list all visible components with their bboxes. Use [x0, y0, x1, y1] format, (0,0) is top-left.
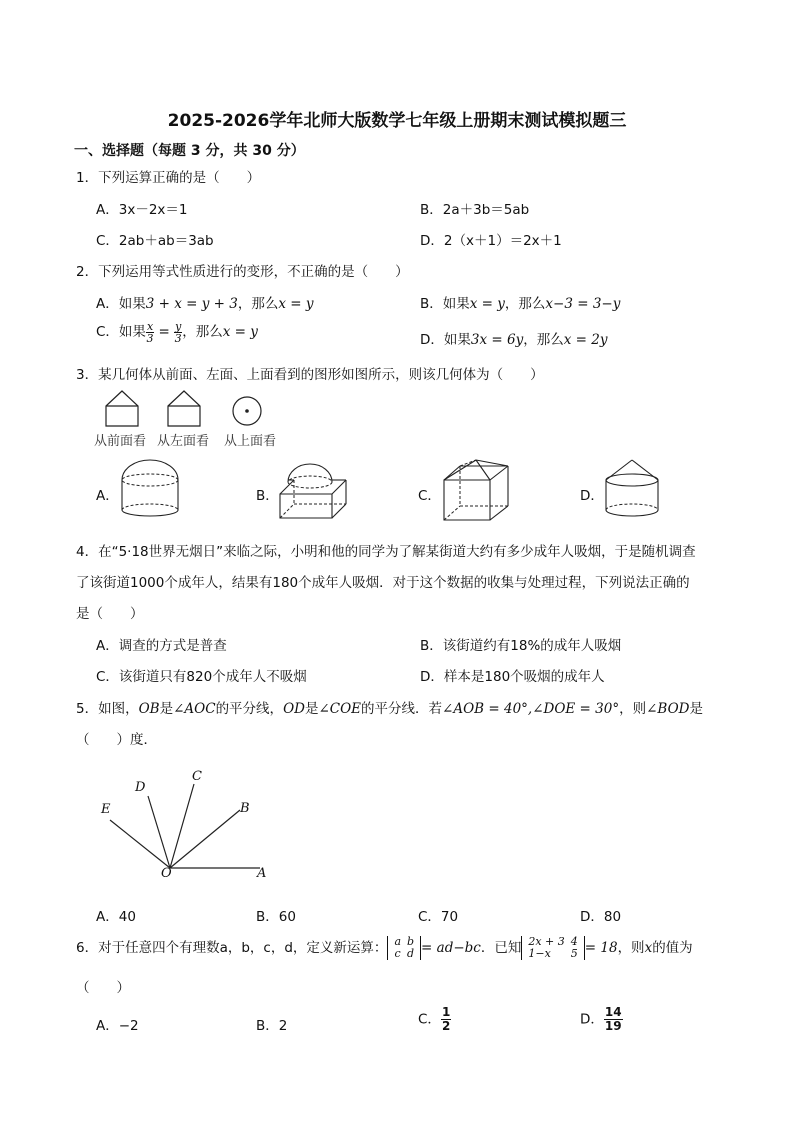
question-6-option-c: C． $\frac{1}{2}$: [418, 1005, 451, 1033]
point-label-a: A: [257, 866, 267, 881]
point-label-c: C: [192, 769, 202, 784]
question-5-option-c: C．70: [418, 909, 459, 925]
question-4-option-b: B．该街道约有18%的成年人吸烟: [420, 638, 622, 654]
question-3-option-c-label: C．: [418, 488, 441, 504]
question-1-option-a: A．3x－2x＝1: [96, 202, 188, 218]
question-5-option-a: A．40: [96, 909, 136, 925]
question-4-line-3: 是（ ）: [76, 606, 144, 622]
question-6-option-d: D． $\frac{14}{19}$: [580, 1005, 622, 1033]
question-6-option-a: A．−2: [96, 1018, 139, 1034]
question-5-option-d: D．80: [580, 909, 622, 925]
question-3-stem: 3．某几何体从前面、左面、上面看到的图形如图所示，则该几何体为（ ）: [76, 367, 544, 383]
question-4-option-c: C．该街道只有820个成年人不吸烟: [96, 669, 307, 685]
question-5-line-1: 5．如图，OB是∠AOC的平分线，OD是∠COE的平分线．若∠AOB = 40°,∠DOE = 30°，则∠BOD是: [76, 701, 703, 717]
point-label-o: O: [161, 866, 172, 881]
option-a-hemisphere-cylinder-icon: [118, 458, 182, 520]
question-3-option-a-label: A．: [96, 488, 119, 504]
view-caption-left: 从左面看: [157, 434, 210, 449]
question-1-option-c: C．2ab＋ab＝3ab: [96, 233, 214, 249]
question-3-option-d-label: D．: [580, 488, 604, 504]
question-2-option-b: B．如果x = y，那么x−3 = 3−y: [420, 296, 621, 312]
option-b-hemisphere-box-icon: [278, 460, 350, 522]
view-caption-top: 从上面看: [224, 434, 277, 449]
question-4-option-d: D．样本是180个吸烟的成年人: [420, 669, 605, 685]
question-4-line-2: 了该街道1000个成年人，结果有180个成年人吸烟．对于这个数据的收集与处理过程，下列说法正确的: [76, 575, 690, 591]
point-label-b: B: [240, 801, 250, 816]
question-2-stem: 2．下列运用等式性质进行的变形，不正确的是（ ）: [76, 264, 409, 280]
question-4-line-1: 4．在“5·18世界无烟日”来临之际，小明和他的同学为了解某街道大约有多少成年人吸烟，于是随机调查: [76, 544, 696, 560]
question-6-option-b: B．2: [256, 1018, 288, 1034]
question-3-option-b-label: B．: [256, 488, 279, 504]
question-5-option-b: B．60: [256, 909, 296, 925]
question-6-line-1: 6．对于任意四个有理数a，b，c，d，定义新运算： a b c d = ad−bc．已知 2x + 3 4 1−x 5 = 18，则x的值为: [76, 935, 693, 960]
question-1-option-d: D．2（x＋1）＝2x＋1: [420, 233, 562, 249]
view-caption-front: 从前面看: [94, 434, 147, 449]
point-label-e: E: [101, 802, 111, 817]
question-5-line-2: （ ）度．: [76, 732, 157, 748]
question-2-option-a: A．如果3 + x = y + 3，那么x = y: [96, 296, 314, 312]
determinant-given: 2x + 3 4 1−x 5: [521, 936, 584, 960]
question-2-option-d: D．如果3x = 6y，那么x = 2y: [420, 332, 608, 348]
angle-diagram: [96, 766, 276, 886]
point-label-d: D: [135, 780, 146, 795]
question-1-stem: 1．下列运算正确的是（ ）: [76, 170, 261, 186]
question-4-option-a: A．调查的方式是普查: [96, 638, 227, 654]
three-views-figure: [94, 388, 294, 432]
determinant-definition: a b c d: [387, 936, 421, 960]
page-title: 2025-2026学年北师大版数学七年级上册期末测试模拟题三: [167, 111, 627, 131]
question-1-option-b: B．2a＋3b＝5ab: [420, 202, 530, 218]
option-c-pyramid-box-icon: [440, 458, 512, 522]
question-2-option-c: C．如果 $\frac{x}{3}$ = $\frac{y}{3}$ ，那么x = y: [96, 319, 258, 345]
question-6-line-2: （ ）: [76, 980, 130, 996]
option-d-cone-cylinder-icon: [604, 458, 664, 520]
section-heading: 一、选择题（每题 3 分，共 30 分）: [74, 143, 305, 159]
